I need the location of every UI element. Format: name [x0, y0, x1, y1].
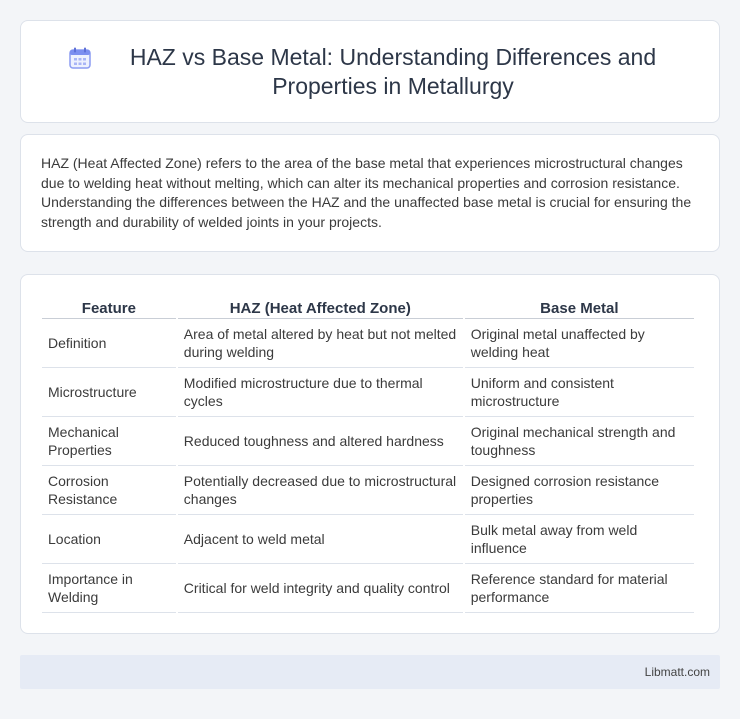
base-metal-cell: Original metal unaffected by welding heat — [465, 319, 694, 368]
haz-cell: Modified microstructure due to thermal cycles — [178, 368, 463, 417]
feature-cell: Mechanical Properties — [42, 417, 176, 466]
base-metal-cell: Designed corrosion resistance properties — [465, 466, 694, 515]
table-row — [42, 515, 694, 564]
comparison-table — [40, 295, 696, 613]
haz-cell: Critical for weld integrity and quality control — [178, 564, 463, 613]
intro-card — [20, 134, 720, 252]
feature-cell: Definition — [42, 319, 176, 368]
header-haz: HAZ (Heat Affected Zone) — [178, 295, 463, 319]
table-header-row — [42, 295, 694, 319]
haz-cell: Reduced toughness and altered hardness — [178, 417, 463, 466]
calendar-icon — [67, 45, 93, 71]
haz-cell: Adjacent to weld metal — [178, 515, 463, 564]
base-metal-cell: Original mechanical strength and toughness — [465, 417, 694, 466]
page-title: HAZ vs Base Metal: Understanding Differences and Properties in Metallurgy — [129, 43, 657, 99]
haz-cell: Potentially decreased due to microstructural changes — [178, 466, 463, 515]
title-wrap — [21, 43, 719, 101]
base-metal-cell: Reference standard for material performance — [465, 564, 694, 613]
table-row — [42, 417, 694, 466]
base-metal-cell: Uniform and consistent microstructure — [465, 368, 694, 417]
comparison-card — [20, 274, 720, 634]
header-feature: Feature — [42, 295, 176, 319]
table-row — [42, 466, 694, 515]
base-metal-cell: Bulk metal away from weld influence — [465, 515, 694, 564]
header-base-metal: Base Metal — [465, 295, 694, 319]
title-card — [20, 20, 720, 123]
footer — [20, 655, 720, 689]
footer-brand[interactable]: Libmatt.com — [644, 665, 710, 679]
feature-cell: Location — [42, 515, 176, 564]
haz-cell: Area of metal altered by heat but not melted during welding — [178, 319, 463, 368]
intro-paragraph: HAZ (Heat Affected Zone) refers to the area of the base metal that experiences microstructural changes due to welding heat without melting, which can alter its mechanical properties and corrosion resistance. Understanding the differences between the HAZ and the unaffected base metal is crucial for ensuring the strength and durability of welded joints in your projects. — [41, 155, 692, 230]
feature-cell: Corrosion Resistance — [42, 466, 176, 515]
feature-cell: Microstructure — [42, 368, 176, 417]
table-row — [42, 368, 694, 417]
table-row — [42, 319, 694, 368]
table-row — [42, 564, 694, 613]
feature-cell: Importance in Welding — [42, 564, 176, 613]
